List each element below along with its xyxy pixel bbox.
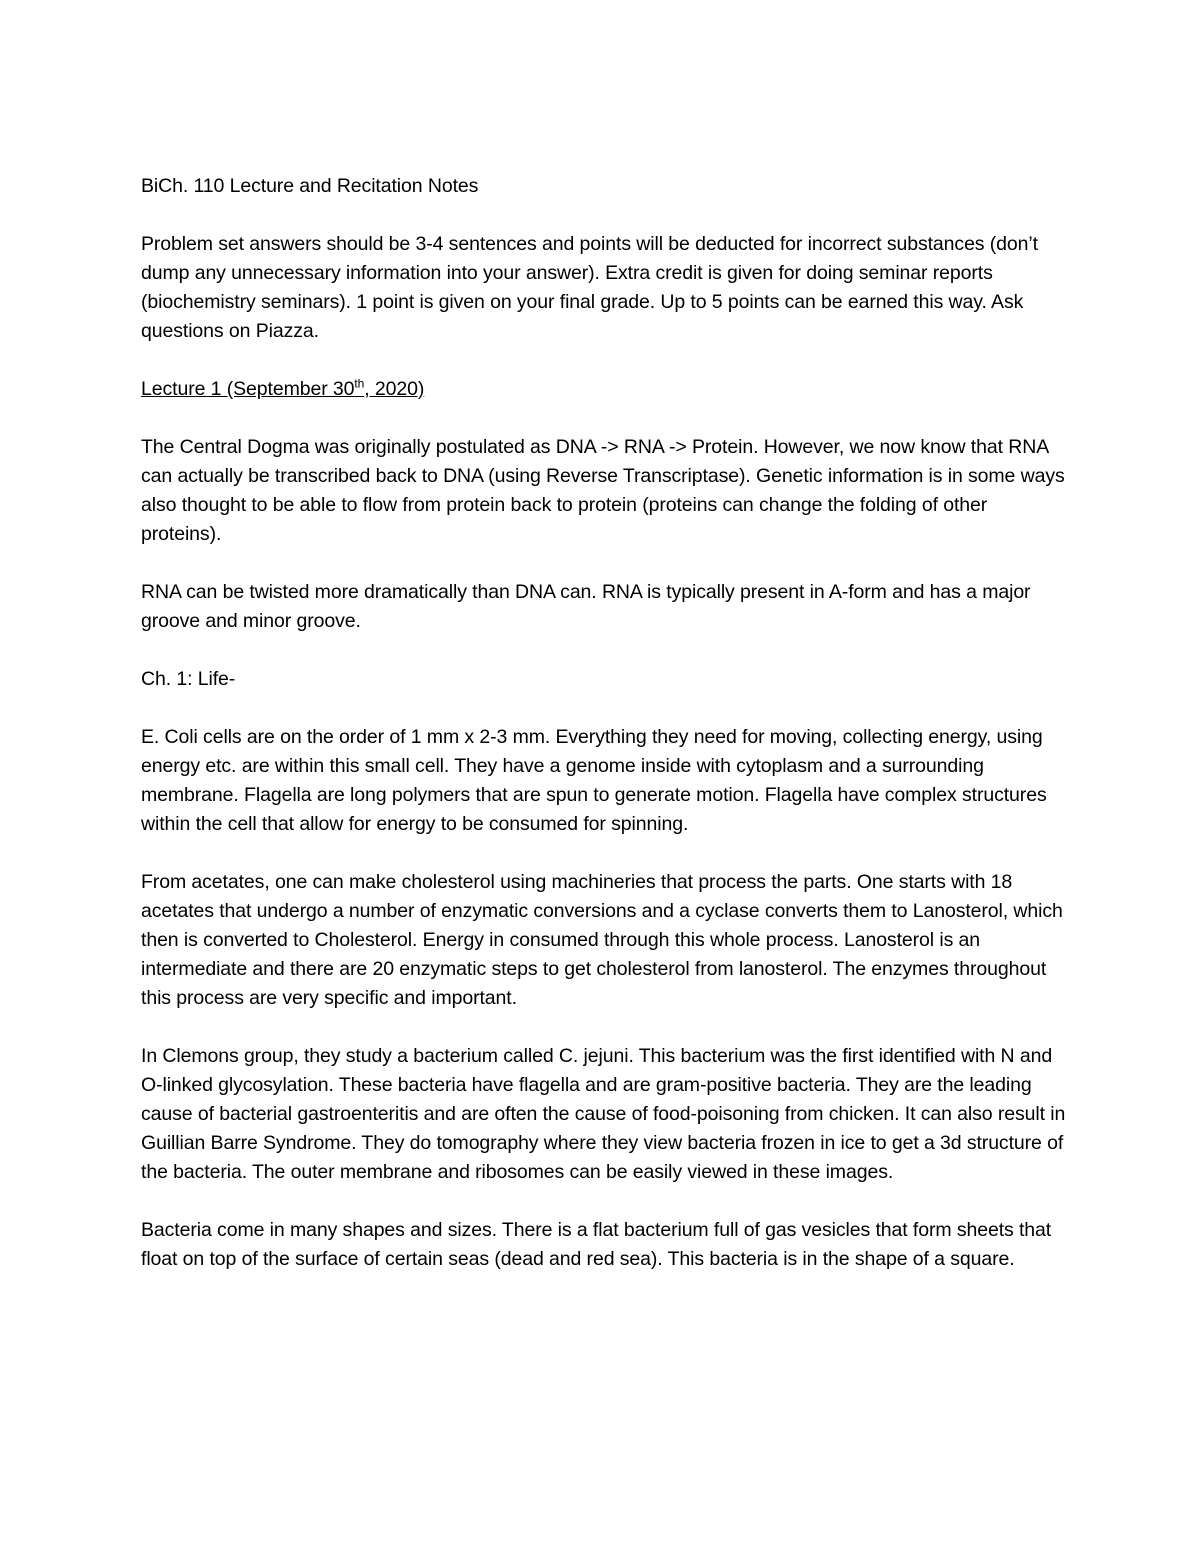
clemons-group-paragraph: In Clemons group, they study a bacterium called C. jejuni. This bacterium was the first identified with N and O-linked glycosylation. These bacteria have flagella and are gram-positive bacteria. They are the leading cause of bacterial gastroenteritis and are often the cause of food-poisoning from chicken. It can also result in Guillian Barre Syndrome. They do tomography where they view bacteria frozen in ice to get a 3d structure of the bacteria. The outer membrane and ribosomes can be easily viewed in these images.	[141, 1045, 1066, 1183]
chapter-heading: Ch. 1: Life-	[141, 668, 236, 690]
rna-paragraph: RNA can be twisted more dramatically than DNA can. RNA is typically present in A-form and has a major groove and minor groove.	[141, 581, 1031, 632]
document-title: BiCh. 110 Lecture and Recitation Notes	[141, 175, 479, 197]
bacteria-shapes-paragraph: Bacteria come in many shapes and sizes. There is a flat bacterium full of gas vesicles that form sheets that float on top of the surface of certain seas (dead and red sea). This bacteria is in the shape of a square.	[141, 1219, 1052, 1270]
central-dogma-paragraph: The Central Dogma was originally postulated as DNA -> RNA -> Protein. However, we now know that RNA can actually be transcribed back to DNA (using Reverse Transcriptase). Genetic information is in some ways also thought to be able to flow from protein back to protein (proteins can change the folding of other proteins).	[141, 436, 1065, 545]
document-page	[141, 172, 1066, 1303]
cholesterol-paragraph: From acetates, one can make cholesterol using machineries that process the parts. One starts with 18 acetates that undergo a number of enzymatic conversions and a cyclase converts them to Lanosterol, which then is converted to Cholesterol. Energy in consumed through this whole process. Lanosterol is an intermediate and there are 20 enzymatic steps to get cholesterol from lanosterol. The enzymes throughout this process are very specific and important.	[141, 871, 1063, 1009]
lecture-heading-superscript: th	[354, 376, 365, 391]
lecture-heading	[141, 375, 1066, 404]
lecture-heading-text: Lecture 1 (September 30	[141, 378, 355, 400]
ecoli-paragraph: E. Coli cells are on the order of 1 mm x 2-3 mm. Everything they need for moving, collecting energy, using energy etc. are within this small cell. They have a genome inside with cytoplasm and a surrounding membrane. Flagella are long polymers that are spun to generate motion. Flagella have complex structures within the cell that allow for energy to be consumed for spinning.	[141, 726, 1047, 835]
intro-paragraph: Problem set answers should be 3-4 sentences and points will be deducted for incorrect substances (don’t dump any unnecessary information into your answer). Extra credit is given for doing seminar reports (biochemistry seminars). 1 point is given on your final grade. Up to 5 points can be earned this way. Ask questions on Piazza.	[141, 233, 1038, 342]
lecture-heading-year: , 2020)	[364, 378, 425, 400]
